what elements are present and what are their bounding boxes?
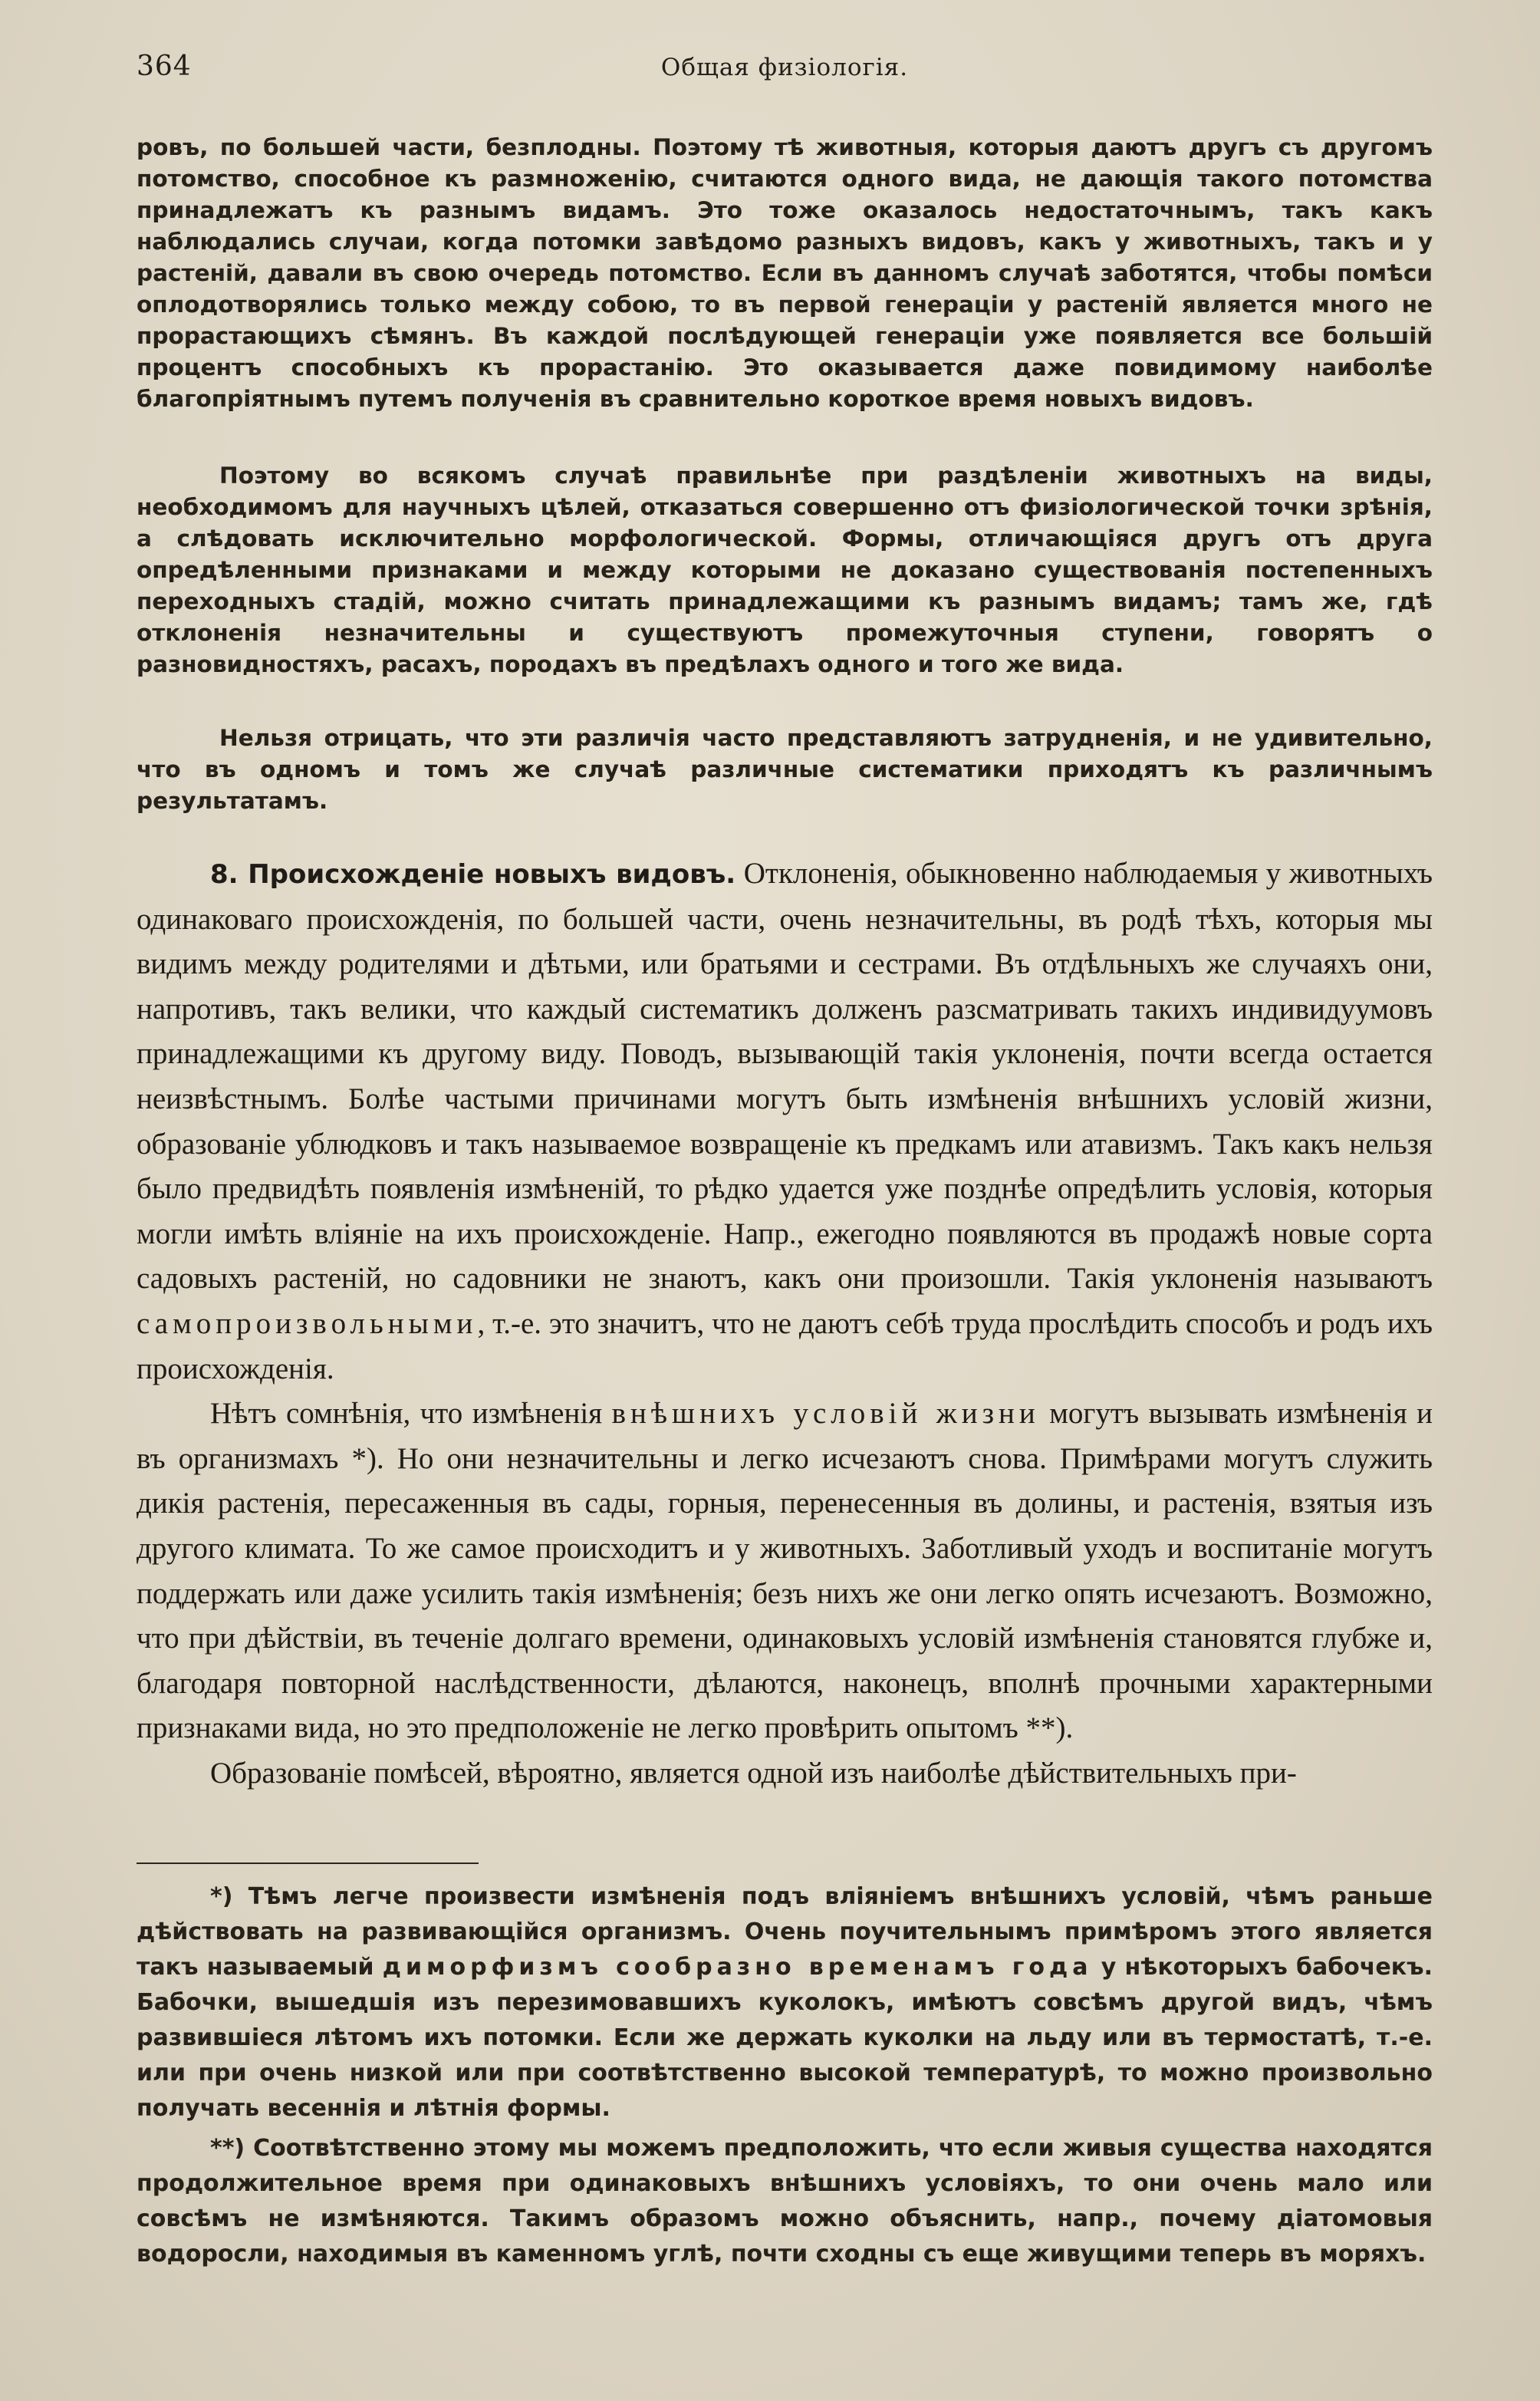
section-8-paragraph-2 — [137, 1392, 1433, 1751]
running-title: Общая физiологiя. — [660, 54, 909, 81]
paragraph-text: Нѣтъ сомнѣнiя, что измѣненiя — [210, 1397, 603, 1431]
emphasized-term: внѣшнихъ условiй жизни — [611, 1397, 1040, 1431]
paragraph-classification — [137, 460, 1433, 680]
footnote-1 — [137, 1879, 1433, 2126]
section-8 — [137, 851, 1433, 1796]
paragraph-text: Отклоненiя, обыкновенно наблюдаемыя у животныхъ одинаковаго происхожденiя, по большей части, очень незначительны, въ родѣ тѣхъ, которыя мы видимъ между родителями и дѣтьми, или братьями и сестрами. Въ отдѣльныхъ же случаяхъ они, напротивъ, такъ велики, что каждый систематикъ долженъ разсматривать такихъ индивидуумовъ принадлежащими къ другому виду. Поводъ, вызывающiй такiя уклоненiя, почти всегда остается неизвѣстнымъ. Болѣе частыми причинами могутъ быть измѣненiя внѣшнихъ условiй жизни, образованiе ублюдковъ и такъ называемое возвращенiе къ предкамъ или атавизмъ. Такъ какъ нельзя было предвидѣть появленiя измѣненiй, то рѣдко удается уже позднѣе опредѣлить условiя, которыя могли имѣть влiянiе на ихъ происхожденiе. Напр., ежегодно появляются въ продажѣ новые сорта садовыхъ растенiй, но садовники не знаютъ, какъ они произошли. Такiя уклоненiя называютъ — [137, 857, 1433, 1296]
section-8-paragraph-1 — [137, 851, 1433, 1392]
paragraph-text: ровъ, по большей части, безплодны. Поэтому тѣ животныя, которыя даютъ другъ съ другомъ потомство, способное къ размноженiю, считаются одного вида, не дающiя такого потомства принадлежатъ къ разнымъ видамъ. Это тоже оказалось недостаточнымъ, такъ какъ наблюдались случаи, когда потомки завѣдомо разныхъ видовъ, какъ у животныхъ, такъ и у растенiй, давали въ свою очередь потомство. Если въ данномъ случаѣ заботятся, чтобы помѣси оплодотворялись только между собою, то въ первой генерацiи у растенiй является много не прорастающихъ сѣмянъ. Въ каждой послѣдующей генерацiи уже появляется все большiй процентъ способныхъ къ прорастанiю. Это оказывается даже повидимому наиболѣе благопрiятнымъ путемъ полученiя въ сравнительно короткое время новыхъ видовъ. — [137, 134, 1433, 412]
emphasized-term: самопроизвольными — [137, 1306, 478, 1340]
footnote-text: *) Тѣмъ легче произвести измѣненiя подъ влiянiемъ внѣшнихъ условiй, чѣмъ раньше дѣйствовать на развивающiйся организмъ. Очень поучительнымъ примѣромъ этого является такъ называемый — [137, 1883, 1433, 1981]
paragraph-continuation — [137, 132, 1433, 415]
emphasized-term: диморфизмъ сообразно временамъ года — [382, 1954, 1093, 1981]
footnote-text: у нѣкоторыхъ бабочекъ. Бабочки, вышедшiя изъ перезимовавшихъ куколокъ, имѣютъ совсѣмъ другой видъ, чѣмъ развившiеся лѣтомъ ихъ потомки. Если же держать куколки на льду или въ термостатѣ, т.-е. или при очень низкой или при соотвѣтственно высокой температурѣ, то можно произвольно получать весеннiя и лѣтнiя формы. — [137, 1954, 1433, 2122]
footnotes — [137, 1879, 1433, 2272]
paragraph-text: Нельзя отрицать, что эти различiя часто представляютъ затрудненiя, и не удивительно, что въ одномъ и томъ же случаѣ различные систематики приходятъ къ различнымъ результатамъ. — [137, 725, 1433, 814]
footnote-separator — [137, 1863, 479, 1864]
paragraph-text: Поэтому во всякомъ случаѣ правильнѣе при раздѣленiи животныхъ на виды, необходимомъ для научныхъ цѣлей, отказаться совершенно отъ физiологической точки зрѣнiя, а слѣдовать исключительно морфологической. Формы, отличающiяся другъ отъ друга опредѣленными признаками и между которыми не доказано существованiя постепенныхъ переходныхъ стадiй, можно считать принадлежащими къ разнымъ видамъ; тамъ же, гдѣ отклоненiя незначительны и существуютъ промежуточныя ступени, говорятъ о разновидностяхъ, расахъ, породахъ въ предѣлахъ одного и того же вида. — [137, 463, 1433, 677]
footnote-2: **) Соотвѣтственно этому мы можемъ предположить, что если живыя существа находятся продолжительное время при одинаковыхъ внѣшнихъ условiяхъ, то они очень мало или совсѣмъ не измѣняются. Такимъ образомъ можно объяснить, напр., почему дiатомовыя водоросли, находимыя въ каменномъ углѣ, почти сходны съ еще живущими теперь въ моряхъ. — [137, 2135, 1433, 2268]
page-header — [137, 51, 1433, 94]
paragraph-difficulties — [137, 723, 1433, 817]
section-heading: 8. Происхожденiе новыхъ видовъ. — [210, 859, 736, 890]
section-8-paragraph-3: Образованiе помѣсей, вѣроятно, является одной изъ наиболѣе дѣйствительныхъ при- — [210, 1756, 1297, 1790]
paragraph-text: , т.-е. это значитъ, что не даютъ себѣ труда прослѣдить способъ и родъ ихъ происхожденiя. — [137, 1306, 1433, 1385]
paragraph-text: могутъ вызывать измѣненiя и въ организмахъ *). Но они незначительны и легко исчезаютъ снова. Примѣрами могутъ служить дикiя растенiя, пересаженныя въ сады, горныя, перенесенныя въ долины, и растенiя, взятыя изъ другого климата. То же самое происходитъ и у животныхъ. Заботливый уходъ и воспитанiе могутъ поддержать или даже усилить такiя измѣненiя; безъ нихъ же они легко опять исчезаютъ. Возможно, что при дѣйствiи, въ теченiе долгаго времени, одинаковыхъ условiй измѣненiя становятся глубже и, благодаря повторной наслѣдственности, дѣлаются, наконецъ, вполнѣ прочными характерными признаками вида, но это предположенiе не легко провѣрить опытомъ **). — [137, 1397, 1433, 1745]
page-number: 364 — [137, 51, 192, 82]
